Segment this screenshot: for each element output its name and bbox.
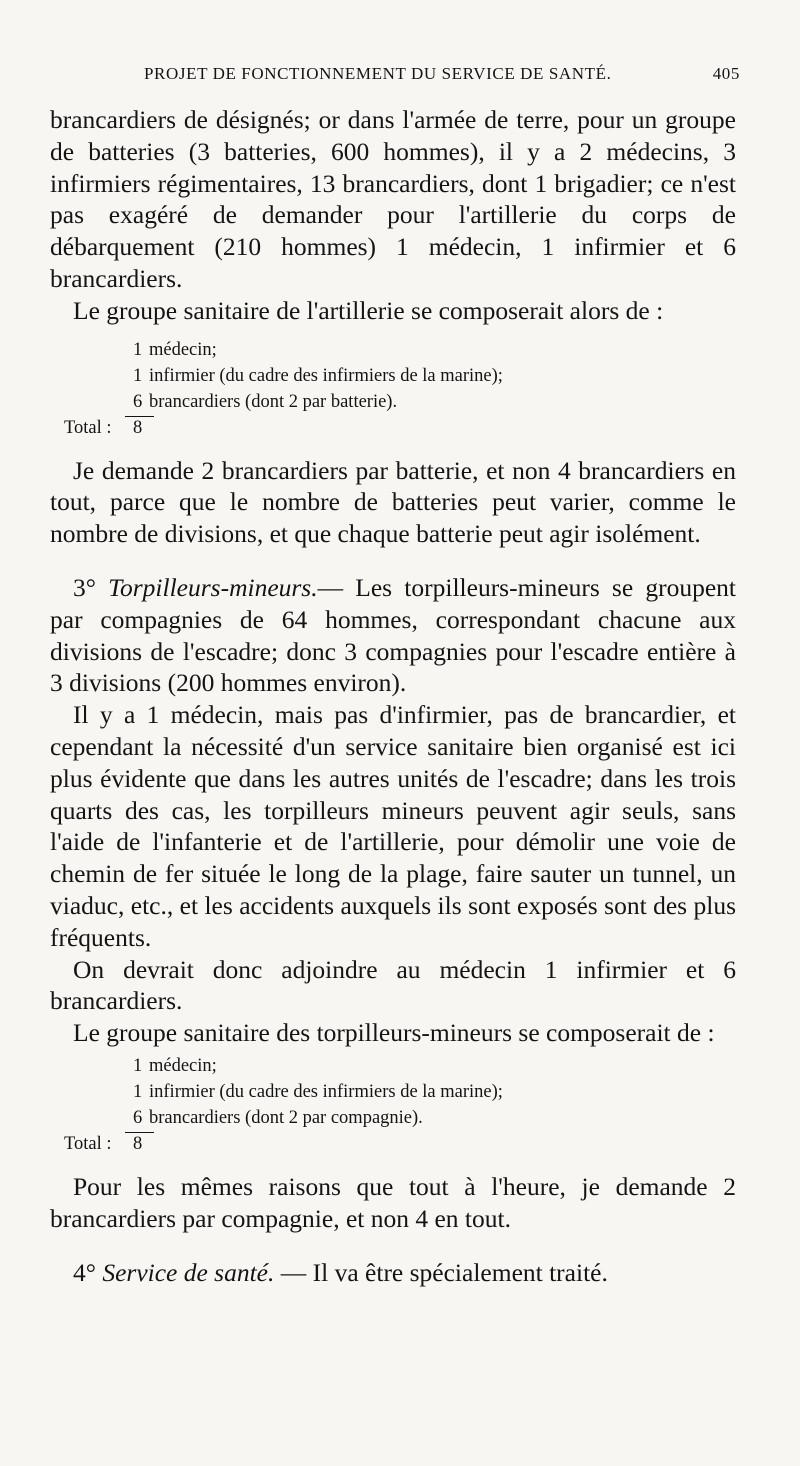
list-item [50, 389, 736, 415]
composition-list-torpilleurs [50, 1053, 736, 1157]
list-item [50, 363, 736, 389]
section-4 [50, 1257, 736, 1289]
page-number: 405 [712, 64, 740, 83]
paragraph-5: On devrait donc adjoindre au médecin 1 infirmier et 6 brancardiers. [50, 954, 736, 1016]
item-count: 1 [133, 365, 143, 386]
section-4-number: 4° [73, 1257, 96, 1287]
running-head [144, 64, 740, 104]
item-text: infirmier (du cadre des infirmiers de la marine); [149, 365, 503, 386]
paragraph-6: Le groupe sanitaire des torpilleurs-mineurs se composerait de : [73, 1018, 715, 1048]
item-text: brancardiers (dont 2 par compagnie). [149, 1107, 423, 1128]
item-text: médecin; [149, 1055, 217, 1076]
list-item [50, 1079, 736, 1105]
total-label: Total : [64, 1133, 112, 1154]
section-3-text: — Les torpilleurs-mineurs se groupent par compagnies de 64 hommes, correspondant chacune aux divisions de l'escadre; donc 3 compagnies pour l'escadre entière à 3 divisions (200 hommes environ). [50, 572, 736, 698]
section-4-text: — Il va être spécialement traité. [280, 1257, 608, 1287]
section-3 [50, 572, 736, 699]
list-item [50, 1105, 736, 1131]
total-label: Total : [64, 417, 112, 438]
list-item [50, 1053, 736, 1079]
item-count: 6 [133, 391, 143, 412]
total-value: 8 [133, 415, 142, 441]
running-title: PROJET DE FONCTIONNEMENT DU SERVICE DE SANTÉ. [144, 64, 612, 83]
section-3-number: 3° [73, 572, 96, 602]
paragraph-2: Le groupe sanitaire de l'artillerie se composerait alors de : [73, 295, 664, 325]
total-value: 8 [133, 1131, 142, 1157]
paragraph-4: Il y a 1 médecin, mais pas d'infirmier, pas de brancardier, et cependant la nécessité d'un service sanitaire bien organisé est ici plus évidente que dans les autres unités de l'escadre; dans les trois quarts des cas, les torpilleurs mineurs peuvent agir seuls, sans l'aide de l'infanterie et de l'artillerie, pour démolir une voie de chemin de fer située le long de la plage, faire sauter un tunnel, un viaduc, etc., et les accidents auxquels ils sont exposés sont des plus fréquents. [50, 700, 736, 952]
item-text: médecin; [149, 339, 217, 360]
composition-list-artillerie [50, 337, 736, 441]
list-item [50, 337, 736, 363]
item-count: 1 [133, 339, 143, 360]
paragraph-3: Je demande 2 brancardiers par batterie, et non 4 brancardiers en tout, parce que le nombre de batteries peut varier, comme le nombre de divisions, et que chaque batterie peut agir isolément. [50, 455, 736, 549]
item-count: 1 [133, 1081, 143, 1102]
list-total [50, 1131, 736, 1157]
section-4-title: Service de santé. [102, 1257, 275, 1287]
item-text: infirmier (du cadre des infirmiers de la marine); [149, 1081, 503, 1102]
paragraph-1: brancardiers de désignés; or dans l'armée de terre, pour un groupe de batteries (3 batteries, 600 hommes), il y a 2 médecins, 3 infirmiers régimentaires, 13 brancardiers, dont 1 brigadier; ce n'est pas exagéré de demander pour l'artillerie du corps de débarquement (210 hommes) 1 médecin, 1 infirmier et 6 brancardiers. [50, 105, 736, 293]
section-3-title: Torpilleurs-mineurs. [108, 572, 318, 602]
list-total [50, 415, 736, 441]
item-count: 6 [133, 1107, 143, 1128]
item-text: brancardiers (dont 2 par batterie). [149, 391, 398, 412]
item-count: 1 [133, 1055, 143, 1076]
paragraph-7: Pour les mêmes raisons que tout à l'heure, je demande 2 brancardiers par compagnie, et non 4 en tout. [50, 1171, 736, 1233]
